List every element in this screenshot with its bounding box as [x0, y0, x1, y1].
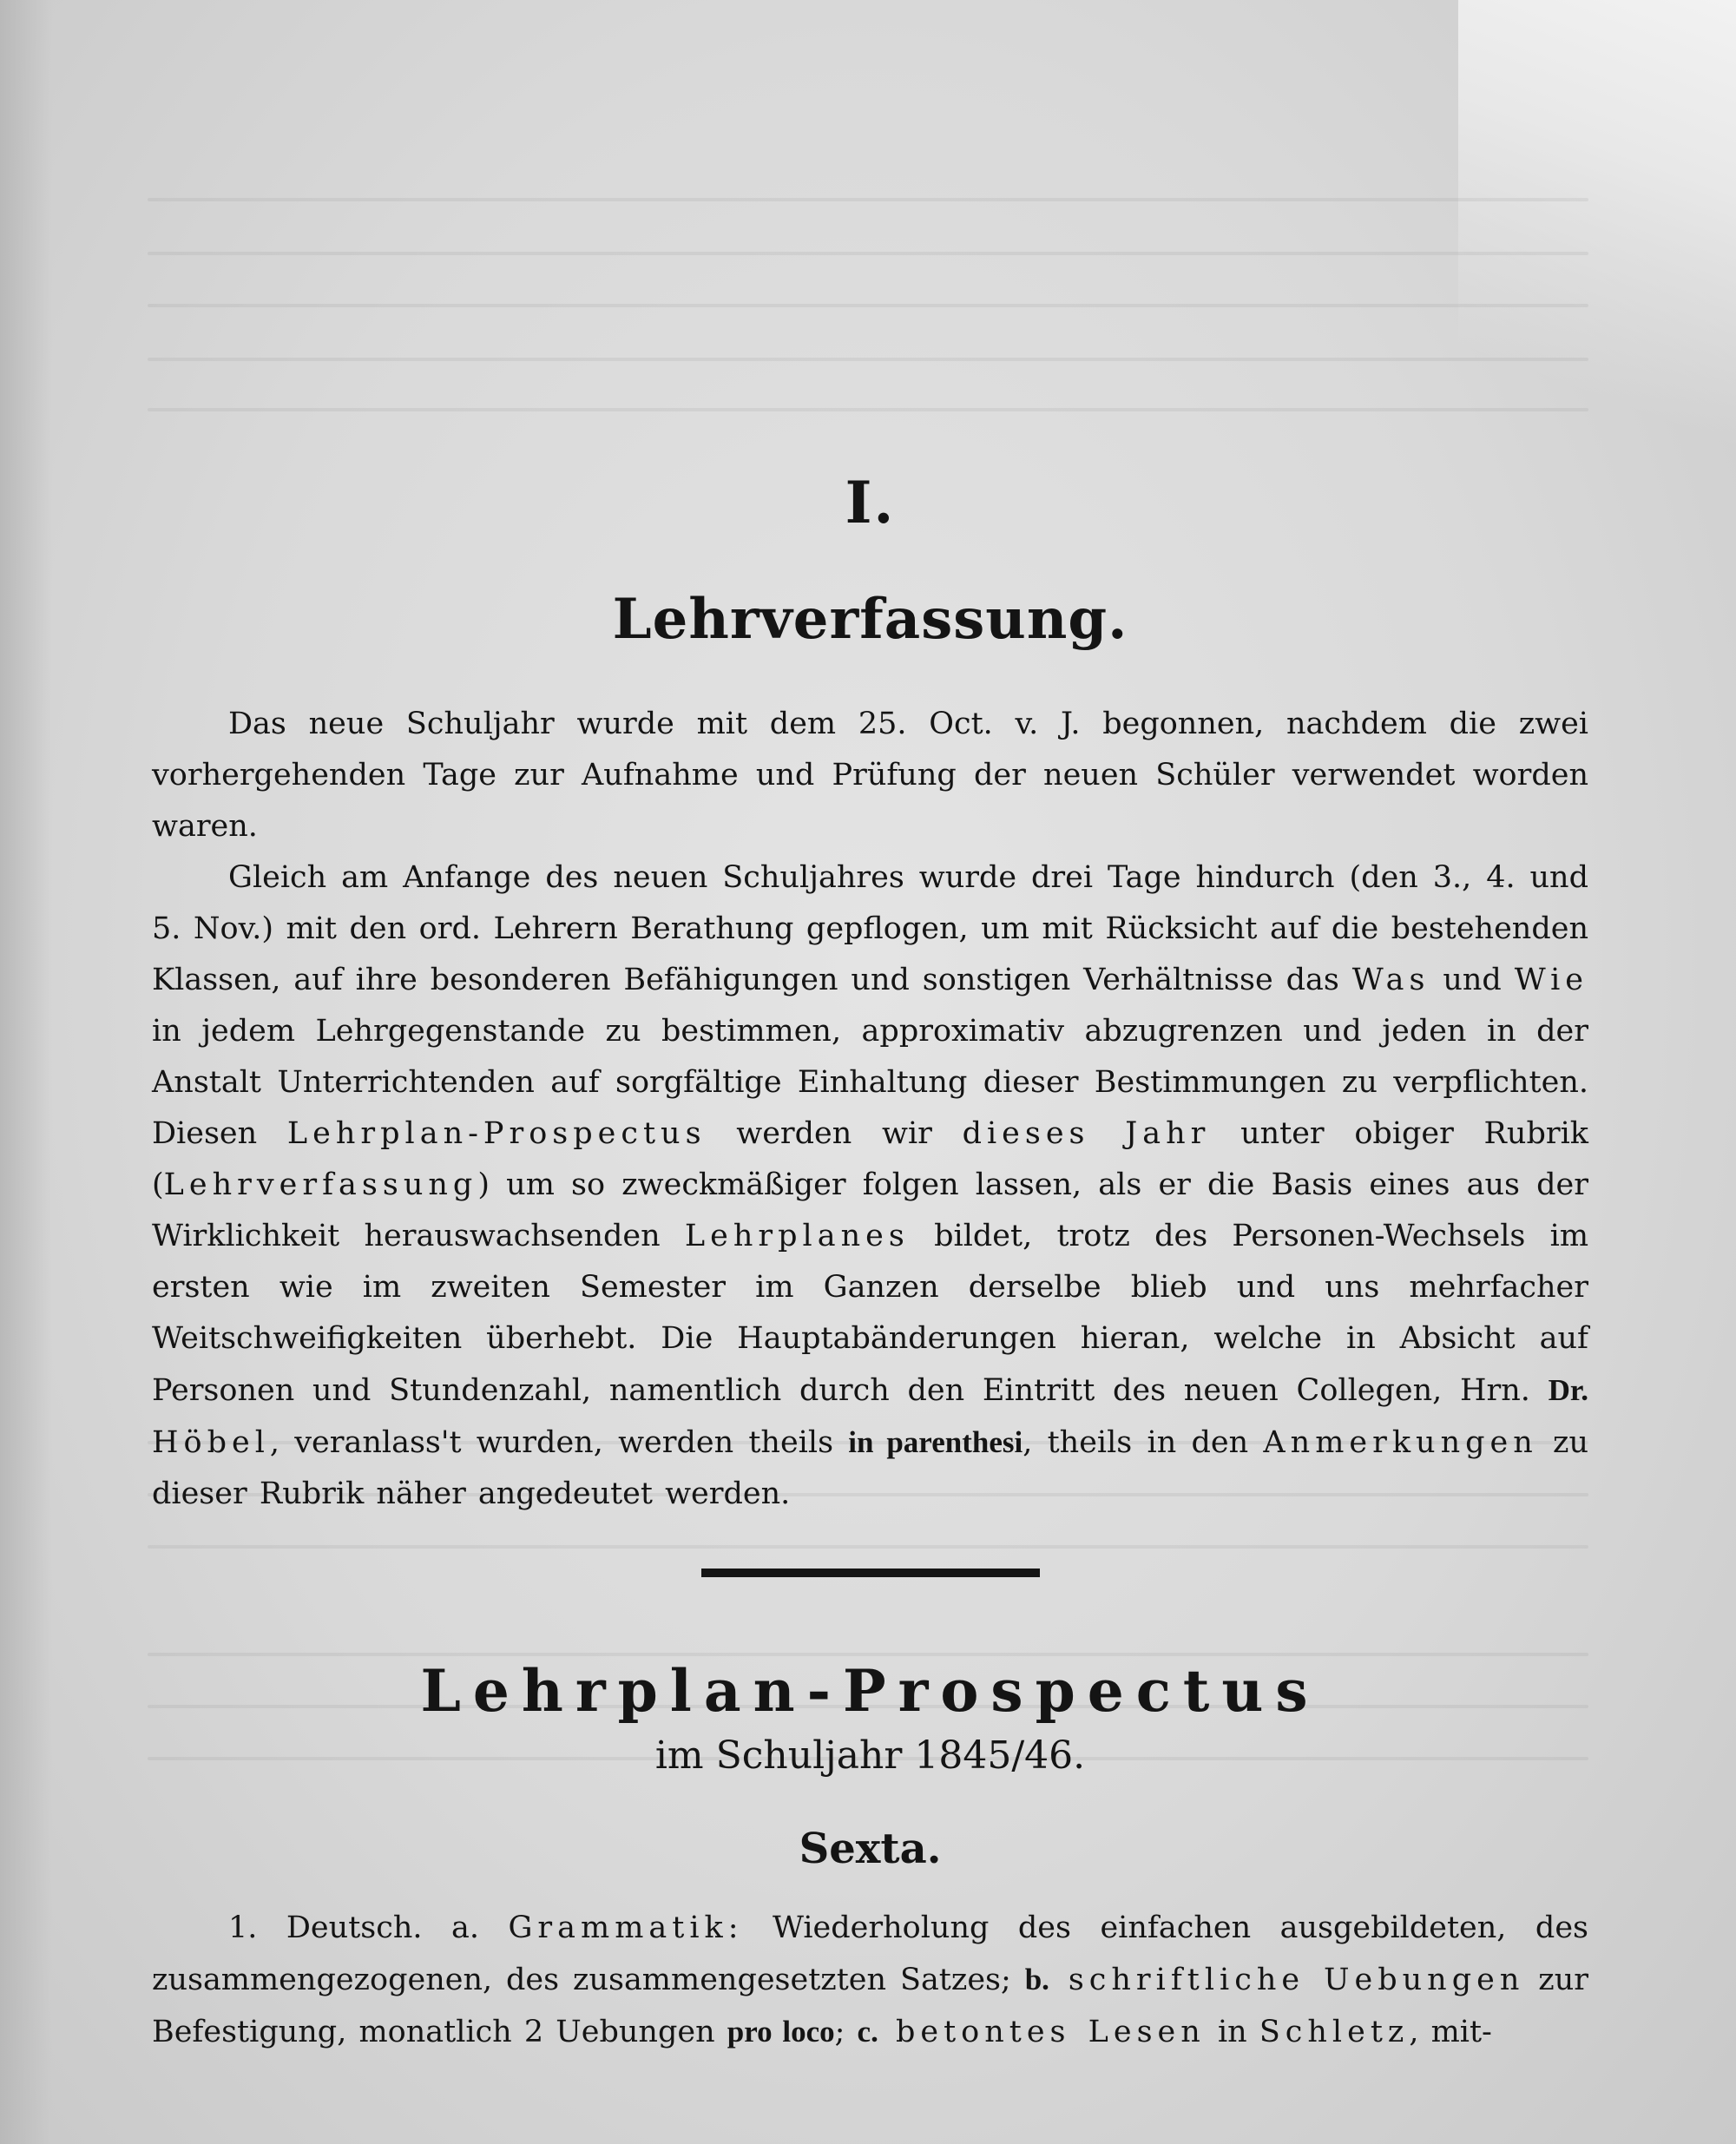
emphasis-was: Was — [1351, 963, 1430, 997]
prospectus-subtitle: im Schuljahr 1845/46. — [654, 1733, 1086, 1778]
bleed-through-line — [148, 358, 1588, 361]
intro-paragraph-2 — [152, 852, 1588, 1520]
text-run: ; — [834, 2015, 858, 2049]
emphasis-lehrverfassung: Lehrverfassung — [163, 1167, 478, 1202]
emphasis-lehrplanes: Lehrplanes — [684, 1219, 910, 1253]
binding-shadow — [0, 0, 52, 2144]
text-run: in — [1205, 2015, 1259, 2049]
emphasis-dieses-jahr: dieses Jahr — [962, 1116, 1211, 1151]
text-run: , veranlass't wurden, werden theils — [269, 1425, 849, 1460]
text-run: , theils in den — [1023, 1425, 1264, 1460]
title-dr: Dr. — [1548, 1373, 1588, 1407]
text-run: Wiederholung des einfachen ausgebildeten, des zusammengezogenen, des zusammengesetzten Satzes; — [152, 1911, 1588, 1997]
latin-in-parenthesi: in parenthesi — [848, 1425, 1023, 1459]
text-run: 1. Deutsch. a. — [228, 1911, 509, 1945]
text-run: und — [1430, 963, 1515, 997]
text-run: , mit- — [1409, 2015, 1492, 2049]
bleed-through-line — [148, 198, 1588, 201]
emphasis-wie: Wie — [1514, 963, 1588, 997]
text-run: zu dieser Rubrik näher angedeutet werden. — [152, 1425, 1589, 1511]
bleed-through-line — [148, 304, 1588, 307]
text-run: unter obiger Rubrik ( — [152, 1116, 1588, 1202]
marker-b: b. — [1024, 1963, 1049, 1996]
torn-paper-edge — [1458, 0, 1736, 538]
author-schletz: Schletz — [1259, 2015, 1410, 2049]
bleed-through-line — [148, 408, 1588, 411]
section-title: Lehrverfassung. — [612, 587, 1128, 652]
intro-paragraph-1: Das neue Schuljahr wurde mit dem 25. Oct. v. J. begonnen, nachdem die zwei vorhergehenden Tage zur Aufnahme und Prüfung der neuen Schüler verwendet worden waren. — [152, 707, 1588, 844]
marker-c: c. — [857, 2015, 878, 2049]
text-run: zur Befestigung, monatlich 2 Uebungen — [152, 1963, 1588, 2049]
emphasis-lehrplan-prospectus: Lehrplan-Prospectus — [286, 1116, 707, 1151]
text-run: in jedem Lehrgegenstande zu bestimmen, approximativ abzugrenzen und jeden in der Anstalt Unterrichtenden auf sorgfältige Einhaltung dieser Bestimmungen zu verpflichten. Diesen — [152, 1014, 1588, 1151]
emphasis-grammatik: Grammatik: — [508, 1911, 744, 1945]
emphasis-anmerkungen: Anmerkungen — [1263, 1425, 1538, 1460]
bleed-through-line — [148, 252, 1588, 255]
class-heading-sexta: Sexta. — [799, 1825, 942, 1873]
emphasis-schriftliche-uebungen: schriftliche Uebungen — [1049, 1963, 1525, 1997]
name-hoebel: Höbel — [152, 1425, 270, 1460]
text-run: ) um so zweckmäßiger folgen lassen, als er die Basis eines aus der Wirklichkeit herauswachsenden — [152, 1167, 1588, 1253]
text-run: bildet, trotz des Personen-Wechsels im ersten wie im zweiten Semester im Ganzen derselbe blieb und uns mehrfacher Weitschweifigkeiten überhebt. Die Hauptabänderungen hieran, welche in Absicht auf Personen und Stundenzahl, namentlich durch den Eintritt des neuen Collegen, Hrn. — [152, 1219, 1589, 1408]
text-run: werden wir — [706, 1116, 963, 1151]
prospectus-title: Lehrplan-Prospectus — [420, 1657, 1320, 1725]
subject-list — [152, 1903, 1588, 2058]
document-body — [152, 469, 1588, 2058]
section-numeral: I. — [845, 469, 896, 536]
emphasis-betontes-lesen: betontes Lesen — [878, 2015, 1206, 2049]
text-run: Gleich am Anfange des neuen Schuljahres wurde drei Tage hindurch (den 3., 4. und 5. Nov.) mit den ord. Lehrern Berathung gepflogen, um mit Rücksicht auf die bestehenden Klassen, auf ihre besonderen Befähigungen und sonstigen Verhältnisse das — [152, 860, 1588, 997]
latin-pro-loco: pro loco — [727, 2015, 835, 2049]
section-divider-rule — [701, 1569, 1040, 1577]
subject-item-deutsch — [152, 1903, 1588, 2058]
